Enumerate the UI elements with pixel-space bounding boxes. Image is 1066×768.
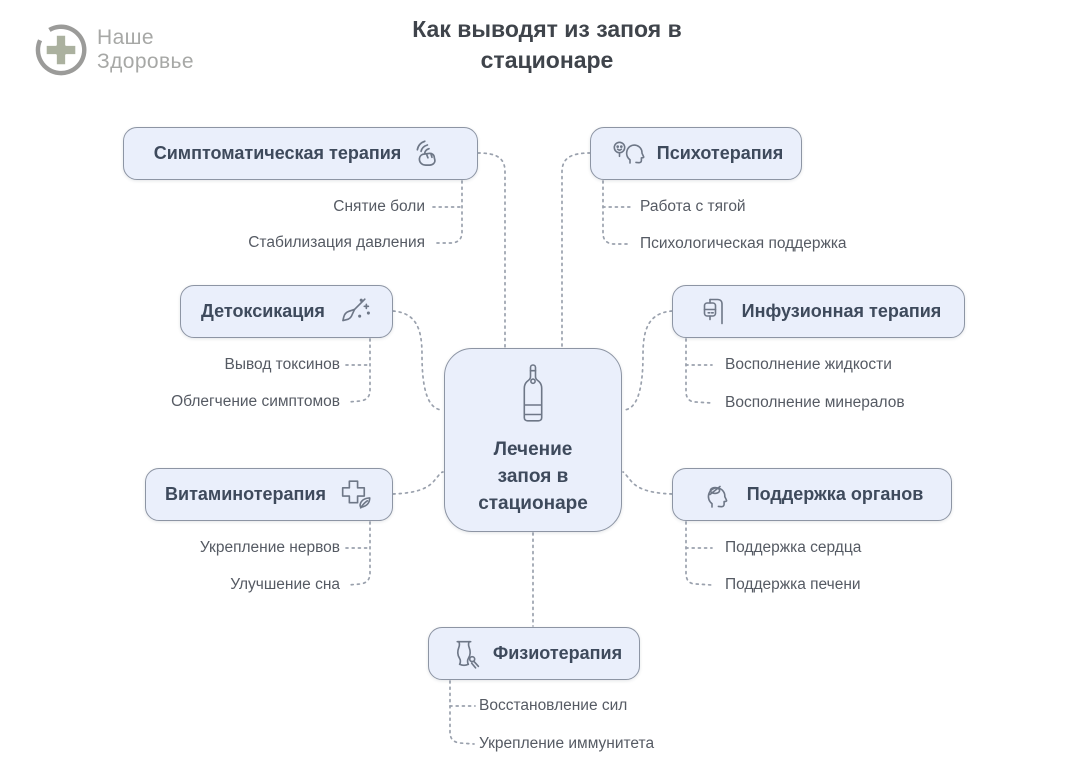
branch-psychotherapy — [590, 127, 802, 180]
center-node — [444, 348, 622, 532]
logo-line2: Здоровье — [97, 50, 194, 73]
vitamin-cross-leaf-icon — [336, 476, 373, 513]
branch-symptomatic-therapy — [123, 127, 478, 180]
subitem-strength-recovery: Восстановление сил — [479, 697, 628, 714]
branch-detox — [180, 285, 393, 338]
subitem-pressure-stabilization: Стабилизация давления — [248, 234, 425, 251]
branch-vitamin-therapy — [145, 468, 393, 521]
subitem-pain-relief: Снятие боли — [333, 198, 425, 215]
logo-cross-icon — [33, 22, 89, 78]
logo — [33, 22, 194, 78]
psychotherapy-head-icon — [609, 137, 647, 171]
branch-detox-label: Детоксикация — [201, 301, 325, 321]
iv-drip-icon — [696, 294, 732, 330]
branch-infusion-therapy — [672, 285, 965, 338]
pain-relief-icon — [411, 136, 447, 172]
logo-text — [97, 26, 194, 74]
branch-organ-support-label: Поддержка органов — [746, 484, 924, 504]
physio-massage-icon — [446, 635, 483, 672]
detox-broom-icon — [335, 293, 372, 330]
subitem-liver-support: Поддержка печени — [725, 576, 861, 593]
subitem-toxin-removal: Вывод токсинов — [224, 356, 340, 373]
logo-line1: Наше — [97, 26, 154, 49]
subitem-heart-support: Поддержка сердца — [725, 539, 862, 556]
subitem-nerve-strengthening: Укрепление нервов — [199, 539, 340, 556]
page-title: Как выводят из запоя в стационаре — [412, 16, 682, 73]
branch-psychotherapy-label: Психотерапия — [656, 143, 784, 163]
subitem-symptom-relief: Облегчение симптомов — [171, 393, 340, 410]
subitem-mineral-replenishment: Восполнение минералов — [725, 394, 905, 411]
branch-physiotherapy-label: Физиотерапия — [492, 643, 623, 663]
subitem-immunity-strengthening: Укрепление иммунитета — [479, 735, 655, 752]
champagne-bottle-icon — [512, 364, 554, 426]
branch-infusion-label: Инфузионная терапия — [741, 301, 942, 321]
center-label: Лечение запоя в стационаре — [478, 438, 588, 514]
branch-physiotherapy — [428, 627, 640, 680]
branch-vitamin-label: Витаминотерапия — [165, 484, 326, 504]
subitem-fluid-replenishment: Восполнение жидкости — [725, 356, 892, 373]
subitem-craving-work: Работа с тягой — [640, 198, 746, 215]
subitem-sleep-improvement: Улучшение сна — [230, 576, 340, 593]
branch-organ-support — [672, 468, 952, 521]
branch-symptomatic-label: Симптоматическая терапия — [153, 143, 402, 163]
subitem-psych-support: Психологическая поддержка — [640, 235, 847, 252]
head-organs-icon — [701, 477, 737, 513]
